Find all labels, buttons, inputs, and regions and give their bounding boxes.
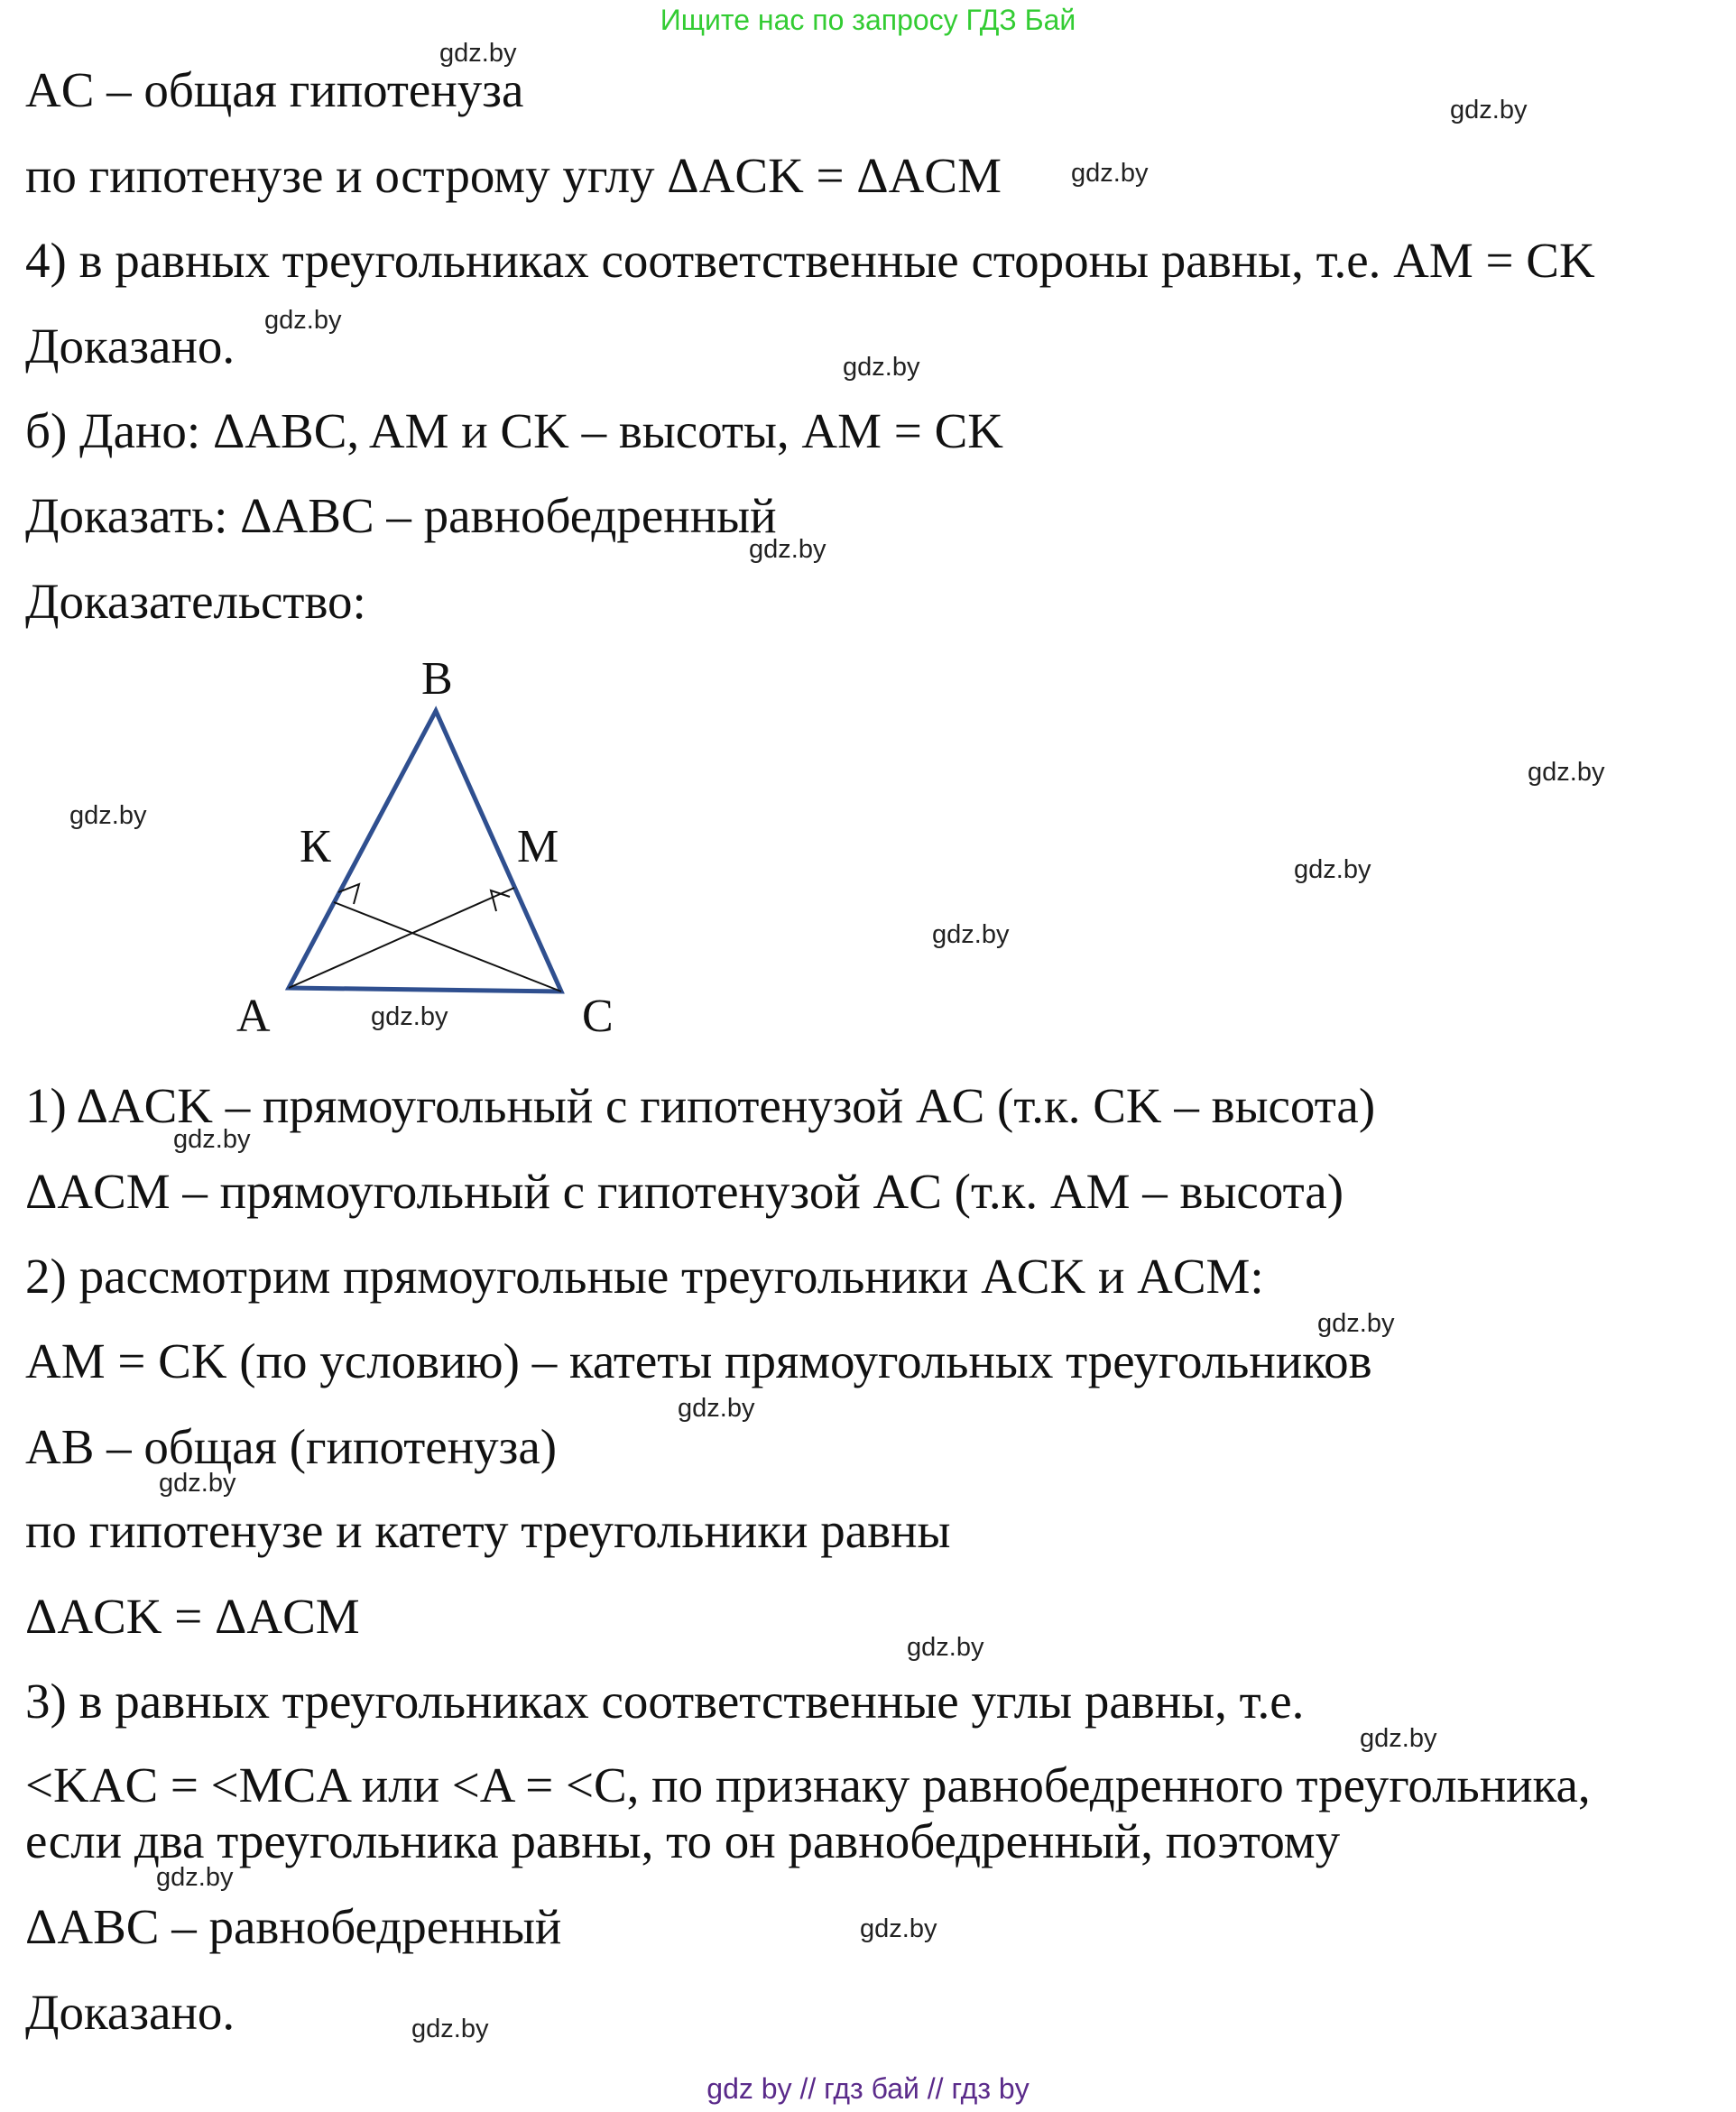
text-line: AB – общая (гипотенуза) (25, 1419, 558, 1474)
text-line: б) Дано: ΔABC, AM и CK – высоты, AM = CK (25, 403, 1003, 458)
altitude-am (289, 888, 514, 988)
text-line: 2) рассмотрим прямоугольные треугольники ACK и ACM: (25, 1249, 1264, 1304)
watermark[interactable]: gdz.by (678, 1394, 755, 1423)
text-line: ΔABC – равнобедренный (25, 1899, 562, 1954)
right-angle-m (491, 890, 510, 911)
text-line: Доказано. (25, 1985, 235, 2040)
text-line: ΔACM – прямоугольный с гипотенузой AC (т.к. AM – высота) (25, 1164, 1344, 1219)
watermark[interactable]: gdz.by (159, 1469, 236, 1498)
text-line: 3) в равных треугольниках соответственные углы равны, т.е. (25, 1674, 1305, 1729)
watermark[interactable]: gdz.by (1450, 96, 1528, 125)
watermark[interactable]: gdz.by (1071, 159, 1149, 188)
watermark[interactable]: gdz.by (932, 920, 1010, 949)
watermark[interactable]: gdz.by (69, 801, 147, 830)
watermark[interactable]: gdz.by (1360, 1724, 1437, 1753)
watermark[interactable]: gdz.by (860, 1914, 937, 1943)
watermark[interactable]: gdz.by (749, 535, 826, 564)
watermark[interactable]: gdz.by (439, 39, 517, 68)
text-line: ΔACK = ΔACM (25, 1589, 360, 1644)
text-line: если два треугольника равны, то он равнобедренный, поэтому (25, 1813, 1341, 1868)
top-banner[interactable]: Ищите нас по запросу ГДЗ Бай (660, 4, 1076, 36)
label-a: A (236, 991, 271, 1042)
watermark[interactable]: gdz.by (156, 1863, 234, 1892)
text-line: <KAC = <MCA или <A = <C, по признаку равнобедренного треугольника, (25, 1757, 1591, 1812)
watermark[interactable]: gdz.by (907, 1633, 984, 1662)
text-line: AM = CK (по условию) – катеты прямоугольных треугольников (25, 1333, 1372, 1388)
text-line: Доказательство: (25, 574, 366, 629)
triangle-diagram (217, 659, 650, 1047)
label-b: B (421, 659, 453, 705)
watermark[interactable]: gdz.by (371, 1002, 448, 1031)
text-line: по гипотенузе и острому углу ΔACK = ΔACM (25, 148, 1002, 203)
text-line: Доказано. (25, 318, 235, 374)
text-line: AC – общая гипотенуза (25, 62, 524, 117)
watermark[interactable]: gdz.by (411, 2015, 489, 2043)
watermark[interactable]: gdz.by (1294, 855, 1371, 884)
watermark[interactable]: gdz.by (264, 306, 342, 335)
label-m: M (517, 821, 559, 872)
watermark[interactable]: gdz.by (843, 353, 920, 382)
text-line: по гипотенузе и катету треугольники равны (25, 1503, 951, 1558)
label-c: C (582, 991, 614, 1042)
text-line: 4) в равных треугольниках соответственные стороны равны, т.е. AM = CK (25, 233, 1595, 288)
label-k: К (300, 821, 331, 872)
watermark[interactable]: gdz.by (1528, 758, 1605, 787)
text-line: 1) ΔACK – прямоугольный с гипотенузой AC (т.к. CK – высота) (25, 1078, 1376, 1133)
text-line: Доказать: ΔABC – равнобедренный (25, 488, 777, 543)
watermark[interactable]: gdz.by (1317, 1309, 1395, 1338)
watermark[interactable]: gdz.by (173, 1125, 251, 1154)
footer-links[interactable]: gdz by // гдз бай // гдз by (706, 2072, 1030, 2105)
